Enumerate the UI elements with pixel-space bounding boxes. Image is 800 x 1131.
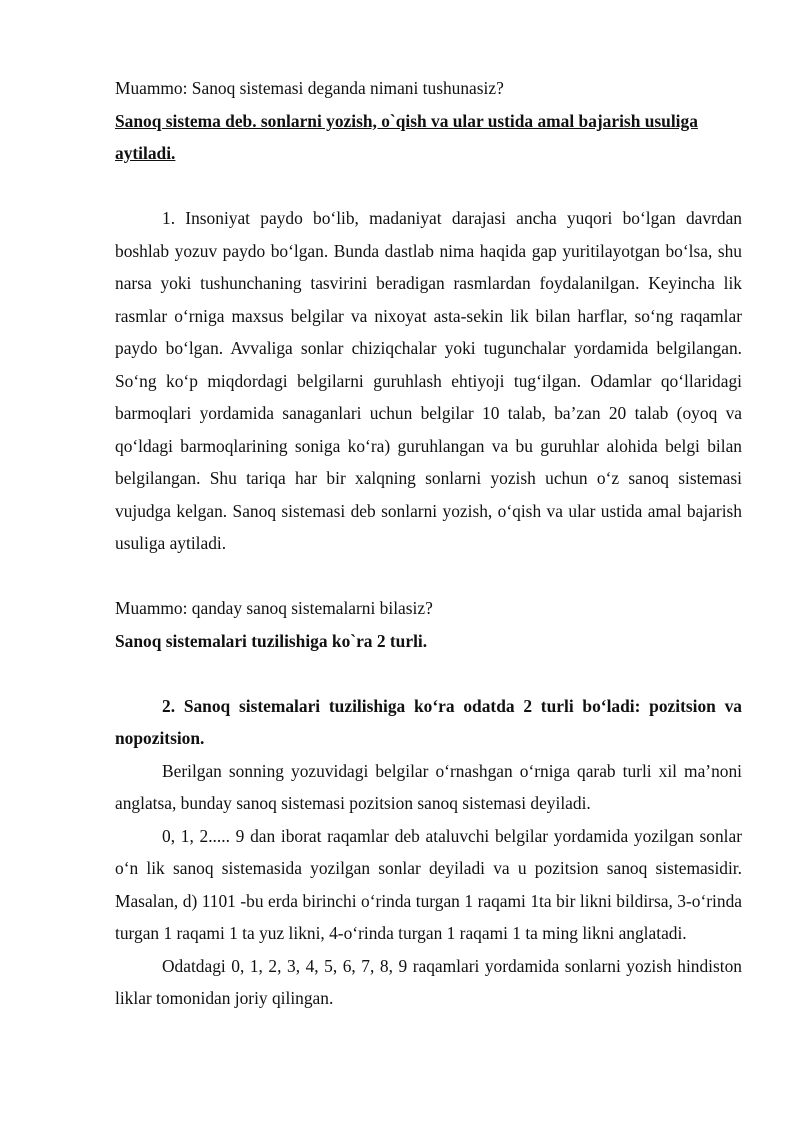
section-2-heading: 2. Sanoq sistemalari tuzilishiga ko‘ra odatda 2 turli bo‘ladi: pozitsion va nopozitsion. bbox=[115, 695, 742, 748]
section-1-paragraph: 1. Insoniyat paydo bo‘lib, madaniyat darajasi ancha yuqori bo‘lgan davrdan boshlab yozuv paydo bo‘lgan. Bunda dastlab nima haqida gap yuritilayotgan bo‘lsa, shu narsa yoki tushunchaning tasvirini beradigan rasmlardan foydalanilgan. Keyincha lik rasmlar o‘rniga maxsus belgilar va nixoyat asta-sekin lik bilan harflar, so‘ng raqamlar paydo bo‘lgan. Avvaliga sonlar chiziqchalar yoki tugunchalar yordamida belgilangan. So‘ng ko‘p miqdordagi belgilarni guruhlash ehtiyoji tug‘ilgan. Odamlar qo‘llaridagi barmoqlari yordamida sanaganlari uchun belgilar 10 talab, ba’zan 20 talab (oyoq va qo‘ldagi barmoqlarining soniga ko‘ra) guruhlangan va bu guruhlar alohida belgi bilan belgilangan. Shu tariqa har bir xalqning sonlarni yozish uchun o‘z sanoq sistemasi vujudga kelgan. Sanoq sistemasi deb sonlarni yozish, o‘qish va ular ustida amal bajarish usuliga aytiladi. bbox=[115, 208, 742, 553]
spacer bbox=[115, 170, 742, 203]
section-2-paragraph-1: Berilgan sonning yozuvidagi belgilar o‘rnashgan o‘rniga qarab turli xil ma’noni anglatsa, bunday sanoq sistemasi pozitsion sanoq sistemasi deyiladi. bbox=[115, 760, 742, 813]
answer-2: Sanoq sistemalari tuzilishiga ko`ra 2 turli. bbox=[115, 630, 428, 651]
question-2: Muammo: qanday sanoq sistemalarni bilasiz? bbox=[115, 598, 433, 618]
spacer bbox=[115, 657, 742, 690]
section-2-paragraph-2: 0, 1, 2..... 9 dan iborat raqamlar deb ataluvchi belgilar yordamida yozilgan sonlar o‘n lik sanoq sistemasida yozilgan sonlar deyiladi va u pozitsion sanoq sistemasidir. Masalan, d) 1101 -bu erda birinchi o‘rinda turgan 1 raqami 1ta bir likni bildirsa, 3-o‘rinda turgan 1 raqami 1 ta yuz likni, 4-o‘rinda turgan 1 raqami 1 ta ming likni anglatadi. bbox=[115, 825, 742, 943]
spacer bbox=[115, 560, 742, 593]
document-page bbox=[115, 72, 742, 1015]
section-2-paragraph-3: Odatdagi 0, 1, 2, 3, 4, 5, 6, 7, 8, 9 raqamlari yordamida sonlarni yozish hindiston liklar tomonidan joriy qilingan. bbox=[115, 955, 742, 1008]
question-1: Muammo: Sanoq sistemasi deganda nimani tushunasiz? bbox=[115, 78, 504, 98]
answer-1: Sanoq sistema deb. sonlarni yozish, o`qish va ular ustida amal bajarish usuliga aytiladi. bbox=[115, 110, 698, 163]
